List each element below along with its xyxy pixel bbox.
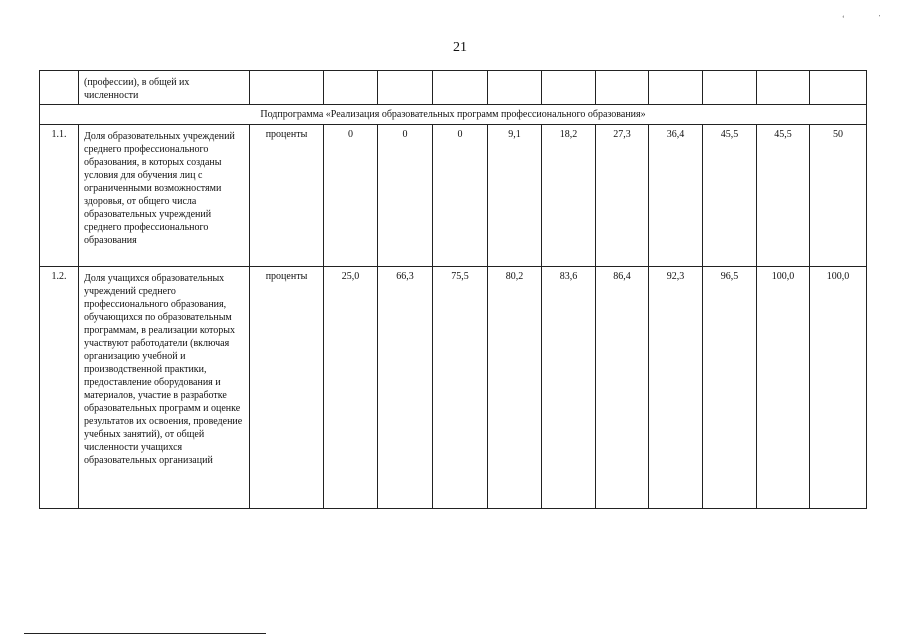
value-cell: 80,2 <box>488 267 542 509</box>
table-row <box>40 267 867 509</box>
unit-cell: проценты <box>250 267 324 509</box>
value-cell: 0 <box>378 125 433 267</box>
subprogram-header: Подпрограмма «Реализация образовательных программ профессионального образования» <box>40 105 867 125</box>
value-cell: 75,5 <box>433 267 488 509</box>
value-cell: 9,1 <box>488 125 542 267</box>
unit-cell <box>250 71 324 105</box>
index-cell: 1.2. <box>40 267 79 509</box>
value-cell: 100,0 <box>757 267 810 509</box>
value-cell <box>649 71 703 105</box>
value-cell: 92,3 <box>649 267 703 509</box>
value-cell: 0 <box>324 125 378 267</box>
value-cell: 83,6 <box>542 267 596 509</box>
value-cell: 66,3 <box>378 267 433 509</box>
index-cell: 1.1. <box>40 125 79 267</box>
page-number: 21 <box>453 40 467 55</box>
value-cell <box>488 71 542 105</box>
subprogram-row <box>40 105 867 125</box>
unit-cell: проценты <box>250 125 324 267</box>
value-cell: 45,5 <box>703 125 757 267</box>
value-cell <box>596 71 649 105</box>
value-cell <box>433 71 488 105</box>
table-row <box>40 125 867 267</box>
value-cell <box>542 71 596 105</box>
value-cell: 25,0 <box>324 267 378 509</box>
value-cell <box>810 71 867 105</box>
footnote-divider <box>24 633 266 634</box>
description-cell: Доля учащихся образовательных учреждений среднего профессионального образования, обучающихся по образовательным программам, в реализации которых участвуют работодатели (включая организацию учебной и производственной практики, предоставление оборудования и материалов, участие в разработке образовательных программ и оценке результатов их освоения, проведение учебных занятий), от общей численности учащихся образовательных организаций <box>79 267 250 509</box>
description-cell: Доля образовательных учреждений среднего профессионального образования, в которых созданы условия для обучения лиц с ограниченными возможностями здоровья, от общего числа образовательных учреждений среднего профессионального образования <box>79 125 250 267</box>
value-cell: 0 <box>433 125 488 267</box>
value-cell <box>378 71 433 105</box>
table-row <box>40 71 867 105</box>
value-cell: 45,5 <box>757 125 810 267</box>
value-cell: 100,0 <box>810 267 867 509</box>
value-cell: 50 <box>810 125 867 267</box>
index-cell <box>40 71 79 105</box>
value-cell: 18,2 <box>542 125 596 267</box>
value-cell <box>703 71 757 105</box>
corner-mark: ‘ <box>842 14 845 23</box>
value-cell <box>757 71 810 105</box>
value-cell <box>324 71 378 105</box>
description-cell: (профессии), в общей их численности <box>79 71 250 105</box>
value-cell: 96,5 <box>703 267 757 509</box>
value-cell: 36,4 <box>649 125 703 267</box>
indicators-table <box>39 70 867 509</box>
value-cell: 27,3 <box>596 125 649 267</box>
value-cell: 86,4 <box>596 267 649 509</box>
corner-mark: ' <box>790 0 792 5</box>
